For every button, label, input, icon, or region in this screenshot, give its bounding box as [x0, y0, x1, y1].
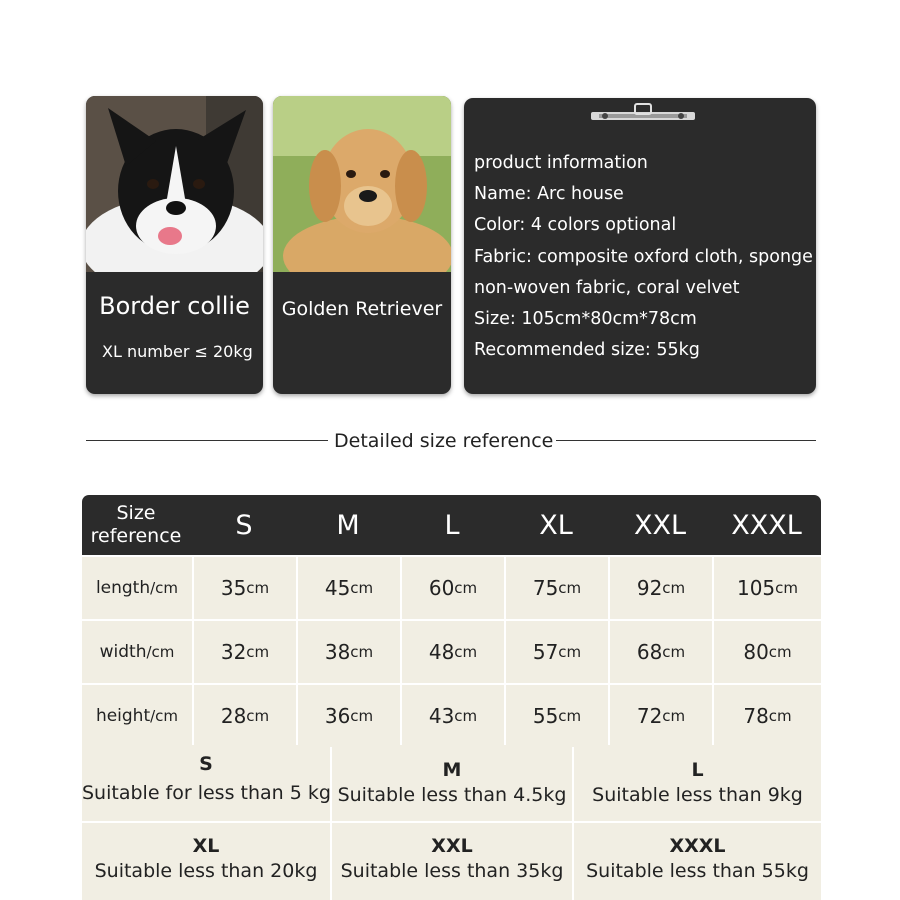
suitability-xl: XL Suitable less than 20kg — [82, 823, 330, 900]
table-cell: 68 cm — [608, 621, 712, 683]
border-collie-photo — [86, 96, 263, 272]
table-row-height — [82, 683, 821, 747]
table-cell: 35 cm — [192, 557, 296, 619]
divider-line-right — [556, 440, 816, 441]
suitability-xxl: XXL Suitable less than 35kg — [332, 823, 572, 900]
row-label-height: height /cm — [95, 706, 179, 726]
size-table — [82, 495, 821, 747]
size-table-header — [82, 495, 821, 555]
header-size-s: S — [235, 509, 253, 541]
suitability-grid — [82, 743, 821, 900]
table-cell: 80 cm — [712, 621, 821, 683]
product-info-lines — [474, 148, 813, 366]
clipboard-clip-icon — [591, 102, 695, 124]
table-cell: 45 cm — [296, 557, 400, 619]
table-cell: 28 cm — [192, 685, 296, 747]
info-fabric: Fabric: composite oxford cloth, sponge — [474, 246, 813, 267]
row-label-width: width /cm — [99, 642, 175, 662]
suitability-m: M Suitable less than 4.5kg — [332, 745, 572, 821]
golden-retriever-card — [273, 96, 451, 394]
golden-retriever-name: Golden Retriever — [281, 298, 443, 320]
info-name: Name: Arc house — [474, 184, 624, 205]
table-row-width — [82, 619, 821, 683]
table-cell: 43 cm — [400, 685, 504, 747]
table-cell: 60 cm — [400, 557, 504, 619]
table-cell: 38 cm — [296, 621, 400, 683]
divider-line-left — [86, 440, 328, 441]
table-cell: 72 cm — [608, 685, 712, 747]
header-size-xxl: XXL — [633, 509, 687, 541]
suitability-l: L Suitable less than 9kg — [574, 745, 821, 821]
header-size-xl: XL — [539, 509, 573, 541]
info-fabric-cont: non-woven fabric, coral velvet — [474, 277, 740, 298]
info-size: Size: 105cm*80cm*78cm — [474, 308, 697, 329]
table-cell: 32 cm — [192, 621, 296, 683]
header-size-xxxl: XXXL — [731, 509, 802, 541]
header-size-reference: Size reference — [90, 502, 182, 547]
table-cell: 78 cm — [712, 685, 821, 747]
table-cell: 36 cm — [296, 685, 400, 747]
row-label-length: length /cm — [95, 578, 179, 598]
table-cell: 48 cm — [400, 621, 504, 683]
border-collie-card — [86, 96, 263, 394]
suitability-xxxl: XXXL Suitable less than 55kg — [574, 823, 821, 900]
info-color: Color: 4 colors optional — [474, 215, 677, 236]
golden-retriever-photo — [273, 96, 451, 272]
table-cell: 75 cm — [504, 557, 608, 619]
info-recommended: Recommended size: 55kg — [474, 340, 700, 361]
border-collie-note: XL number ≤ 20kg — [102, 342, 253, 361]
product-info-card — [464, 98, 816, 394]
table-cell: 105 cm — [712, 557, 821, 619]
table-cell: 92 cm — [608, 557, 712, 619]
info-heading: product information — [474, 153, 648, 173]
header-size-m: M — [336, 509, 360, 541]
table-cell: 57 cm — [504, 621, 608, 683]
header-size-l: L — [444, 509, 460, 541]
border-collie-name: Border collie — [99, 292, 250, 320]
section-title: Detailed size reference — [334, 430, 554, 452]
table-row-length — [82, 555, 821, 619]
suitability-s: S Suitable for less than 5 kg — [82, 745, 330, 821]
table-cell: 55 cm — [504, 685, 608, 747]
